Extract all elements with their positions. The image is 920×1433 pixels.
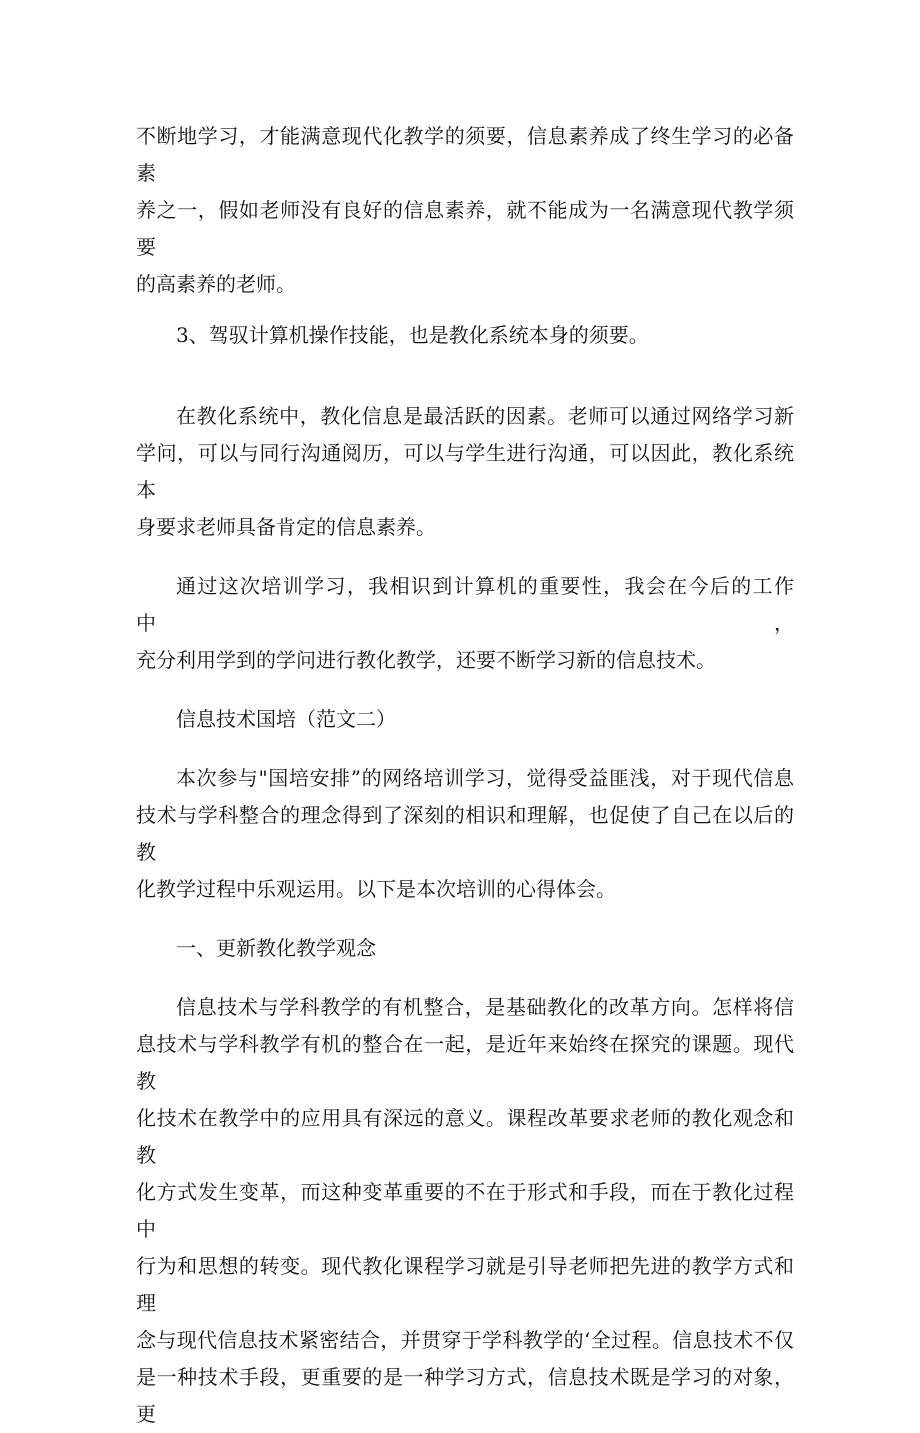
paragraph-4 (136, 760, 794, 908)
document-body (136, 118, 794, 1433)
text-line: 息技术与学科教学有机的整合在一起，是近年来始终在探究的课题。现代教 (136, 1032, 794, 1093)
paragraph-3 (136, 568, 794, 679)
text-line: 通过这次培训学习，我相识到计算机的重要性，我会在今后的工作中， (136, 574, 794, 635)
section-heading-3: 3、驾驭计算机操作技能，也是教化系统本身的须要。 (176, 323, 649, 347)
section-heading-fanwen2: 信息技术国培（范文二） (176, 707, 396, 731)
text-line: 的高素养的老师。 (136, 272, 296, 296)
text-line: 养之一，假如老师没有良好的信息素养，就不能成为一名满意现代教学须要 (136, 198, 794, 259)
text-line: 是一种技术手段，更重要的是一种学习方式，信息技术既是学习的对象，更 (136, 1365, 794, 1426)
paragraph-2 (136, 398, 794, 546)
text-line: 行为和思想的转变。现代教化课程学习就是引导老师把先进的教学方式和理 (136, 1254, 794, 1315)
text-line: 化技术在教学中的应用具有深远的意义。课程改革要求老师的教化观念和教 (136, 1106, 794, 1167)
text-line: 不断地学习，才能满意现代化教学的须要，信息素养成了终生学习的必备素 (136, 124, 794, 185)
text-line: 念与现代信息技术紧密结合，并贯穿于学科教学的‘全过程。信息技术不仅 (136, 1328, 794, 1352)
paragraph-1 (136, 118, 794, 303)
section-heading-1: 一、更新教化教学观念 (176, 936, 376, 960)
text-line: 化教学过程中乐观运用。以下是本次培训的心得体会。 (136, 877, 616, 901)
text-line: 身要求老师具备肯定的信息素养。 (136, 515, 436, 539)
text-line: 在教化系统中，教化信息是最活跃的因素。老师可以通过网络学习新 (176, 404, 794, 428)
text-line: 技术与学科整合的理念得到了深刻的相识和理解，也促使了自己在以后的教 (136, 803, 794, 864)
text-line: 学问，可以与同行沟通阅历，可以与学生进行沟通，可以因此，教化系统本 (136, 441, 794, 502)
text-line: 信息技术与学科教学的有机整合，是基础教化的改革方向。怎样将信 (176, 995, 794, 1019)
text-line: 本次参与"国培安排”的网络培训学习，觉得受益匪浅，对于现代信息 (176, 766, 794, 790)
text-line: 化方式发生变革，而这种变革重要的不在于形式和手段，而在于教化过程中 (136, 1180, 794, 1241)
paragraph-5 (136, 989, 794, 1433)
text-line: 充分利用学到的学问进行教化教学，还要不断学习新的信息技术。 (136, 648, 716, 672)
